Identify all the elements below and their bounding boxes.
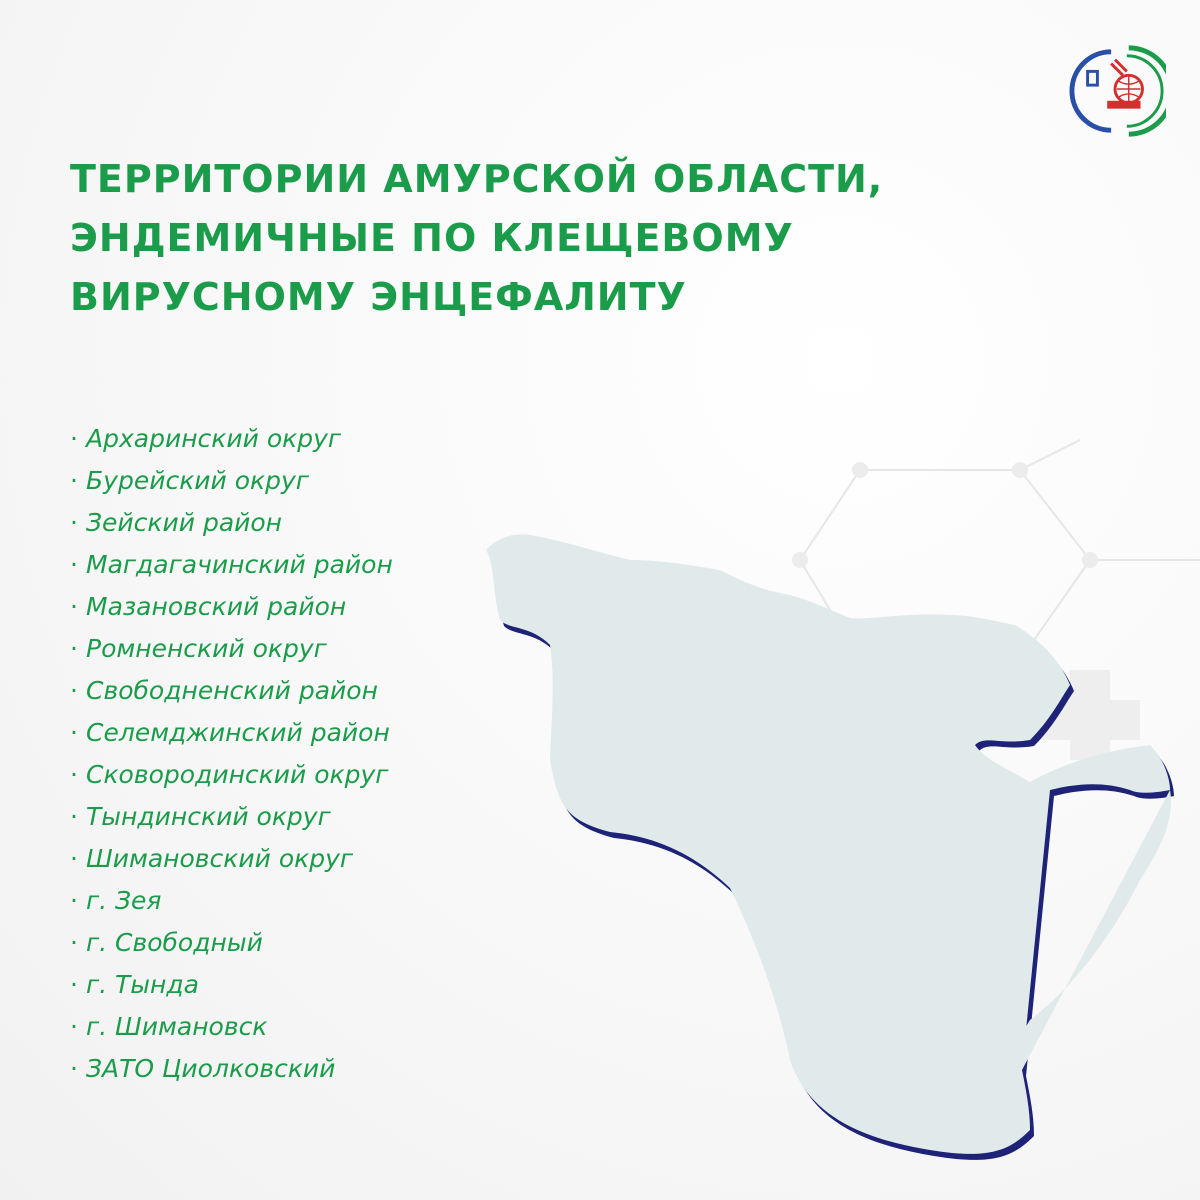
amur-oblast-map: [470, 520, 1200, 1200]
list-item: · Зейский район: [70, 508, 283, 537]
list-item: · г. Тында: [70, 970, 199, 999]
list-item: · г. Шимановск: [70, 1012, 268, 1041]
list-item: · Магдагачинский район: [70, 550, 393, 579]
list-item: · г. Свободный: [70, 928, 263, 957]
page-title: [70, 150, 1050, 327]
title-line-3: ВИРУСНОМУ ЭНЦЕФАЛИТУ: [70, 275, 687, 319]
list-item: · Архаринский округ: [70, 424, 342, 453]
list-item: · Бурейский округ: [70, 466, 309, 495]
list-item: · Селемджинский район: [70, 718, 390, 747]
list-item: · Сковородинский округ: [70, 760, 389, 789]
rospotrebnadzor-logo-icon: [1068, 42, 1166, 140]
list-item: · Тындинский округ: [70, 802, 331, 831]
title-line-2: ЭНДЕМИЧНЫЕ ПО КЛЕЩЕВОМУ: [70, 216, 794, 260]
list-item: · Шимановский округ: [70, 844, 354, 873]
territory-list: [70, 418, 393, 1090]
list-item: · ЗАТО Циолковский: [70, 1054, 336, 1083]
title-line-1: ТЕРРИТОРИИ АМУРСКОЙ ОБЛАСТИ,: [70, 157, 884, 201]
list-item: · г. Зея: [70, 886, 162, 915]
list-item: · Мазановский район: [70, 592, 347, 621]
list-item: · Свободненский район: [70, 676, 378, 705]
list-item: · Ромненский округ: [70, 634, 327, 663]
